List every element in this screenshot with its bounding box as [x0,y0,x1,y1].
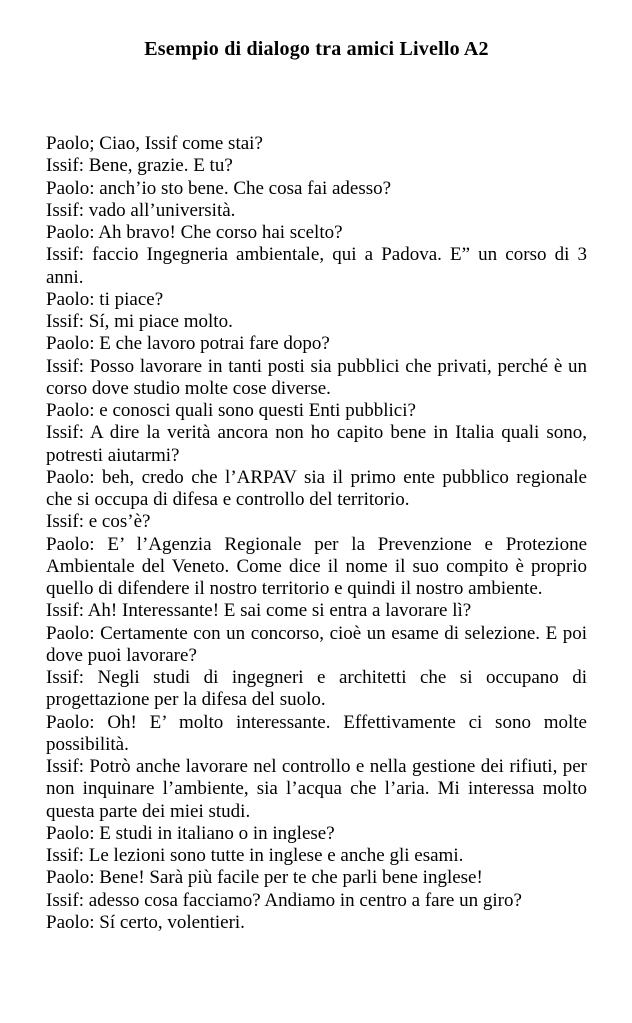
dialogue-line: Paolo: ti piace? [46,288,164,310]
dialogue-line: Issif: Potrò anche lavorare nel controllo e nella gestione dei rifiuti, per non inquinare l’ambiente, sia l’acqua che l’aria. Mi interessa molto questa parte dei miei studi. [46,756,587,822]
dialogue-line: Issif: vado all’università. [46,199,236,221]
dialogue-line: Paolo: anch’io sto bene. Che cosa fai adesso? [46,177,392,199]
dialogue-line: Issif: Le lezioni sono tutte in inglese e anche gli esami. [46,845,464,866]
dialogue-line: Paolo: E che lavoro potrai fare dopo? [46,333,330,355]
dialogue-line: Paolo: Certamente con un concorso, cioè un esame di selezione. E poi dove puoi lavorare? [46,622,587,666]
dialogue-line: Issif: Ah! Interessante! E sai come si entra a lavorare lì? [46,600,472,622]
dialogue-line: Issif: Sí, mi piace molto. [46,311,233,332]
dialogue-line: Paolo: Sí certo, volentieri. [46,911,245,933]
dialogue-line: Paolo; Ciao, Issif come stai? [46,133,263,154]
dialogue-line: Paolo: E’ l’Agenzia Regionale per la Prevenzione e Protezione Ambientale del Veneto. Come dice il nome il suo compito è proprio quello di difendere il nostro territorio e quindi il nostro ambiente. [46,533,587,599]
dialogue-body [46,133,587,934]
dialogue-line: Issif: adesso cosa facciamo? Andiamo in centro a fare un giro? [46,889,522,911]
dialogue-line: Issif: e cos’è? [46,511,151,533]
dialogue-line: Paolo: Ah bravo! Che corso hai scelto? [46,222,343,243]
dialogue-line: Paolo: Oh! E’ molto interessante. Effettivamente ci sono molte possibilità. [46,711,587,755]
dialogue-line: Issif: Posso lavorare in tanti posti sia pubblici che privati, perché è un corso dove studio molte cose diverse. [46,355,587,399]
dialogue-line: Issif: faccio Ingegneria ambientale, qui a Padova. E” un corso di 3 anni. [46,244,587,288]
dialogue-line: Issif: A dire la verità ancora non ho capito bene in Italia quali sono, potresti aiutarmi? [46,422,587,466]
dialogue-line: Paolo: E studi in italiano o in inglese? [46,822,335,844]
dialogue-line: Paolo: Bene! Sarà più facile per te che parli bene inglese! [46,867,483,889]
dialogue-line: Issif: Bene, grazie. E tu? [46,155,233,177]
page-title: Esempio di dialogo tra amici Livello A2 [144,38,489,60]
dialogue-line: Paolo: beh, credo che l’ARPAV sia il primo ente pubblico regionale che si occupa di difesa e controllo del territorio. [46,466,587,510]
dialogue-line: Paolo: e conosci quali sono questi Enti pubblici? [46,400,416,421]
dialogue-line: Issif: Negli studi di ingegneri e architetti che si occupano di progettazione per la difesa del suolo. [46,667,587,711]
